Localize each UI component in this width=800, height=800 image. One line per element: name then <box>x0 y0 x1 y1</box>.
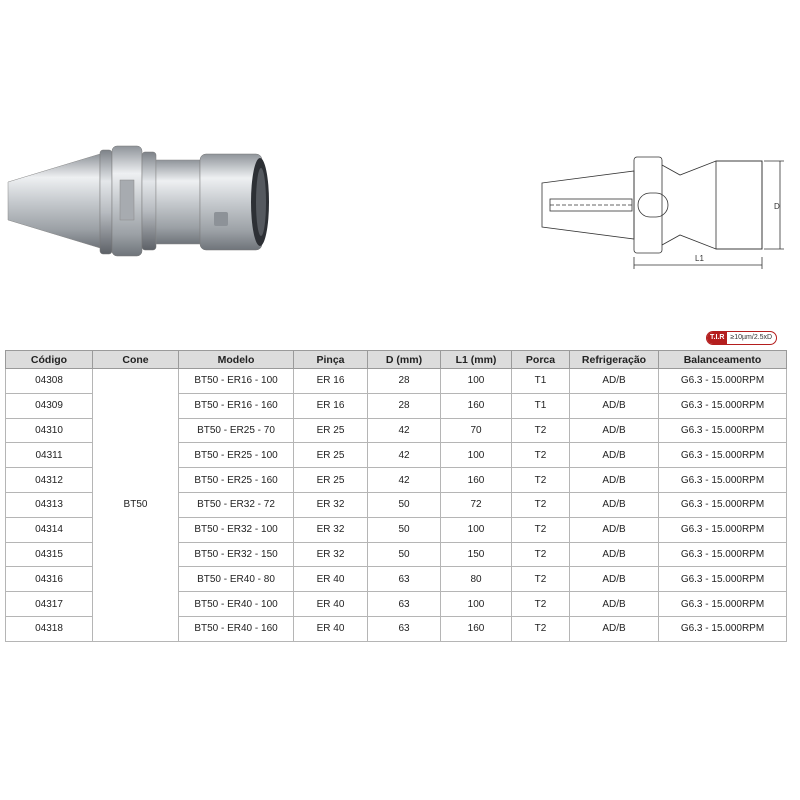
cell-balanceamento: G6.3 - 15.000RPM <box>659 468 787 493</box>
cell-porca: T2 <box>512 492 570 517</box>
cell-pinca: ER 40 <box>294 592 368 617</box>
header-balanceamento: Balanceamento <box>659 351 787 369</box>
cell-balanceamento: G6.3 - 15.000RPM <box>659 393 787 418</box>
cell-pinca: ER 25 <box>294 443 368 468</box>
cell-l1: 100 <box>441 592 512 617</box>
header-codigo: Código <box>6 351 93 369</box>
cell-refrigeracao: AD/B <box>570 418 659 443</box>
cell-codigo: 04311 <box>6 443 93 468</box>
cell-pinca: ER 40 <box>294 616 368 641</box>
cell-l1: 80 <box>441 567 512 592</box>
cell-porca: T2 <box>512 468 570 493</box>
cell-codigo: 04309 <box>6 393 93 418</box>
cell-d: 42 <box>368 468 441 493</box>
cell-l1: 160 <box>441 393 512 418</box>
cell-codigo: 04312 <box>6 468 93 493</box>
cell-refrigeracao: AD/B <box>570 517 659 542</box>
cell-modelo: BT50 - ER16 - 160 <box>179 393 294 418</box>
header-d: D (mm) <box>368 351 441 369</box>
cell-balanceamento: G6.3 - 15.000RPM <box>659 369 787 394</box>
cell-codigo: 04317 <box>6 592 93 617</box>
cell-modelo: BT50 - ER25 - 70 <box>179 418 294 443</box>
cell-refrigeracao: AD/B <box>570 468 659 493</box>
cell-refrigeracao: AD/B <box>570 492 659 517</box>
cell-l1: 100 <box>441 517 512 542</box>
header-l1: L1 (mm) <box>441 351 512 369</box>
cell-porca: T2 <box>512 517 570 542</box>
cell-codigo: 04314 <box>6 517 93 542</box>
cell-codigo: 04308 <box>6 369 93 394</box>
cell-d: 28 <box>368 369 441 394</box>
cell-modelo: BT50 - ER32 - 150 <box>179 542 294 567</box>
cell-modelo: BT50 - ER16 - 100 <box>179 369 294 394</box>
cell-d: 50 <box>368 517 441 542</box>
cell-codigo: 04315 <box>6 542 93 567</box>
drawing-label-l1: L1 <box>695 254 704 263</box>
cell-refrigeracao: AD/B <box>570 393 659 418</box>
cell-modelo: BT50 - ER40 - 160 <box>179 616 294 641</box>
cell-balanceamento: G6.3 - 15.000RPM <box>659 517 787 542</box>
cell-codigo: 04313 <box>6 492 93 517</box>
drawing-nut <box>716 161 762 249</box>
cell-refrigeracao: AD/B <box>570 369 659 394</box>
cell-porca: T2 <box>512 443 570 468</box>
table-header-row <box>6 351 787 369</box>
cell-refrigeracao: AD/B <box>570 592 659 617</box>
cell-balanceamento: G6.3 - 15.000RPM <box>659 542 787 567</box>
collet-bore <box>256 168 266 236</box>
cell-d: 50 <box>368 542 441 567</box>
cell-pinca: ER 32 <box>294 492 368 517</box>
tir-value: ≥10µm/2.5xD <box>730 334 773 341</box>
header-cone: Cone <box>93 351 179 369</box>
tir-badge <box>706 331 777 345</box>
cell-balanceamento: G6.3 - 15.000RPM <box>659 567 787 592</box>
cell-refrigeracao: AD/B <box>570 443 659 468</box>
cell-modelo: BT50 - ER32 - 72 <box>179 492 294 517</box>
cell-porca: T1 <box>512 393 570 418</box>
cell-cone: BT50 <box>93 369 179 642</box>
cell-balanceamento: G6.3 - 15.000RPM <box>659 492 787 517</box>
technical-drawing <box>530 145 800 275</box>
cell-l1: 100 <box>441 369 512 394</box>
cell-modelo: BT50 - ER25 - 160 <box>179 468 294 493</box>
cell-d: 50 <box>368 492 441 517</box>
spec-table <box>5 350 787 642</box>
cell-d: 63 <box>368 616 441 641</box>
cell-modelo: BT50 - ER40 - 100 <box>179 592 294 617</box>
tool-holder-illustration <box>0 130 300 280</box>
nut-slot <box>214 212 228 226</box>
cell-balanceamento: G6.3 - 15.000RPM <box>659 616 787 641</box>
cell-porca: T2 <box>512 616 570 641</box>
table-row <box>6 369 787 394</box>
drawing-body <box>662 161 762 249</box>
header-refrigeracao: Refrigeração <box>570 351 659 369</box>
cell-modelo: BT50 - ER32 - 100 <box>179 517 294 542</box>
drawing-label-d: D <box>774 202 780 211</box>
table-body <box>6 369 787 642</box>
flange-groove <box>142 152 156 250</box>
drive-slot <box>120 180 134 220</box>
drawing-drive-key <box>638 193 668 217</box>
cell-d: 63 <box>368 592 441 617</box>
flange-ring <box>100 150 112 254</box>
cell-l1: 72 <box>441 492 512 517</box>
cell-pinca: ER 40 <box>294 567 368 592</box>
cell-balanceamento: G6.3 - 15.000RPM <box>659 443 787 468</box>
cell-modelo: BT50 - ER40 - 80 <box>179 567 294 592</box>
cell-modelo: BT50 - ER25 - 100 <box>179 443 294 468</box>
cell-porca: T1 <box>512 369 570 394</box>
cell-pinca: ER 32 <box>294 517 368 542</box>
cell-balanceamento: G6.3 - 15.000RPM <box>659 592 787 617</box>
cell-l1: 160 <box>441 468 512 493</box>
cell-d: 63 <box>368 567 441 592</box>
cell-balanceamento: G6.3 - 15.000RPM <box>659 418 787 443</box>
technical-drawing-svg <box>530 145 800 275</box>
taper-cone <box>8 154 100 248</box>
cell-d: 42 <box>368 443 441 468</box>
cell-porca: T2 <box>512 542 570 567</box>
cell-d: 42 <box>368 418 441 443</box>
cell-pinca: ER 16 <box>294 369 368 394</box>
cell-codigo: 04316 <box>6 567 93 592</box>
tool-holder-photo <box>0 130 300 280</box>
cell-refrigeracao: AD/B <box>570 616 659 641</box>
header-porca: Porca <box>512 351 570 369</box>
cell-l1: 70 <box>441 418 512 443</box>
cell-codigo: 04310 <box>6 418 93 443</box>
cell-pinca: ER 16 <box>294 393 368 418</box>
cell-refrigeracao: AD/B <box>570 567 659 592</box>
holder-neck <box>156 160 200 244</box>
cell-pinca: ER 25 <box>294 418 368 443</box>
cell-codigo: 04318 <box>6 616 93 641</box>
header-pinca: Pinça <box>294 351 368 369</box>
cell-l1: 150 <box>441 542 512 567</box>
cell-d: 28 <box>368 393 441 418</box>
cell-l1: 100 <box>441 443 512 468</box>
header-modelo: Modelo <box>179 351 294 369</box>
cell-l1: 160 <box>441 616 512 641</box>
cell-porca: T2 <box>512 567 570 592</box>
cell-pinca: ER 32 <box>294 542 368 567</box>
cell-pinca: ER 25 <box>294 468 368 493</box>
tir-tag: T.I.R <box>707 332 727 344</box>
cell-porca: T2 <box>512 418 570 443</box>
cell-porca: T2 <box>512 592 570 617</box>
cell-refrigeracao: AD/B <box>570 542 659 567</box>
